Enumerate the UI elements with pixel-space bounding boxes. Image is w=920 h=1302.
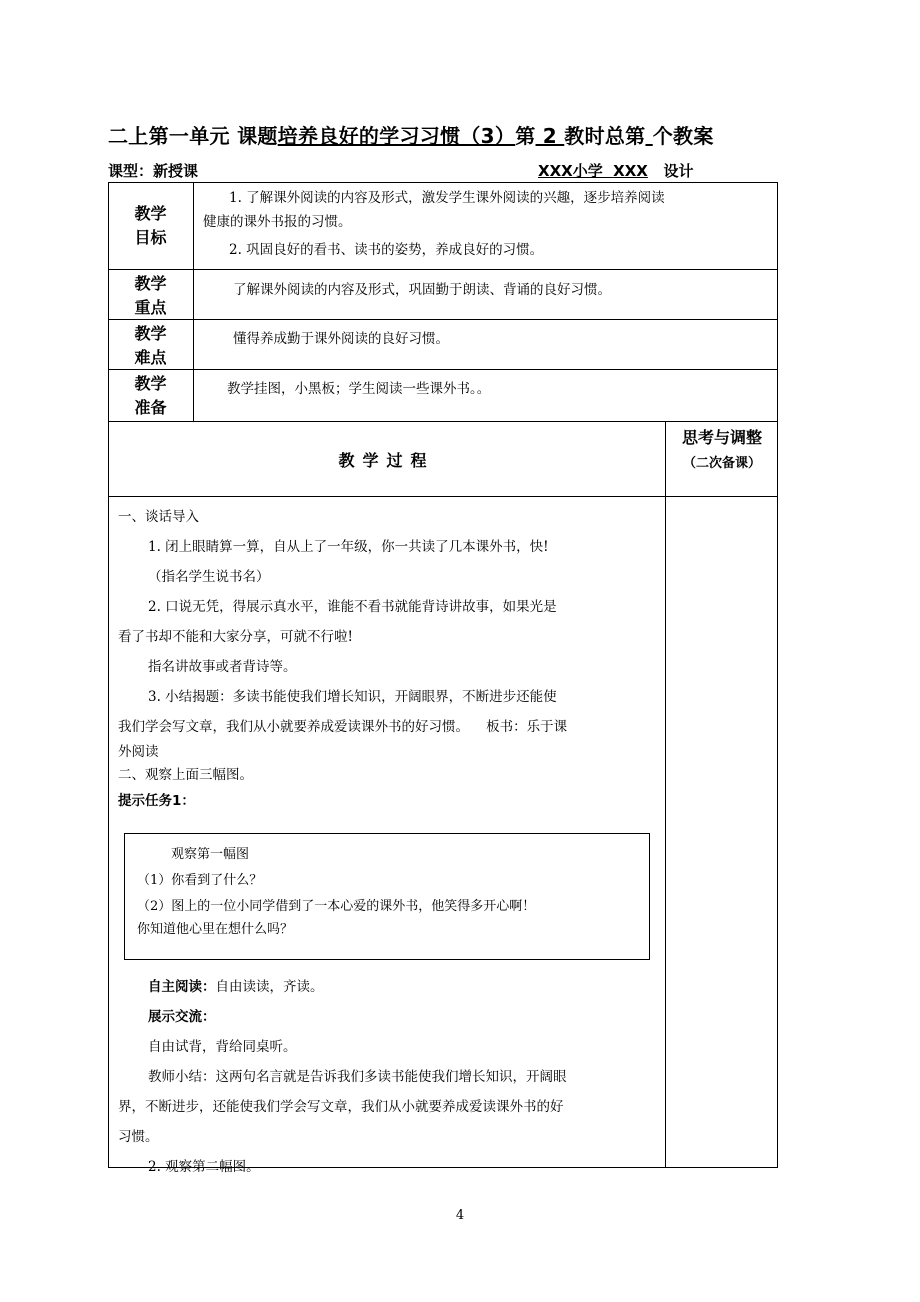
paragraph: 3. 小结揭题：多读书能使我们增长知识，开阔眼界，不断进步还能使 — [148, 689, 557, 705]
share-label: 展示交流： — [148, 1009, 216, 1025]
objective-item-1: 1. 了解课外阅读的内容及形式，激发学生课外阅读的兴趣，逐步培养阅读 — [229, 190, 665, 206]
paragraph: 2. 口说无凭，得展示真水平，谁能不看书就能背诗讲故事，如果光是 — [148, 599, 557, 615]
objective-item-1-cont: 健康的课外书报的习惯。 — [203, 214, 352, 230]
lesson-plan-table — [108, 182, 778, 1175]
title-total-blank — [645, 124, 652, 148]
task-box — [124, 833, 650, 960]
teaching-process-content-cont — [118, 972, 658, 1182]
task-box-title: 观察第一幅图 — [171, 847, 250, 862]
self-reading-text: 自由读读，齐读。 — [215, 979, 324, 995]
paragraph: 2. 观察第二幅图。 — [148, 1159, 260, 1175]
reflection-column-subtitle: （二次备课） — [682, 456, 761, 471]
self-reading-label: 自主阅读： — [148, 979, 216, 995]
objectives-content — [203, 186, 769, 262]
label-column-divider — [193, 182, 194, 421]
title-label-plan: 个教案 — [652, 124, 714, 148]
preparation-label: 教学 准备 — [134, 374, 167, 417]
key-points-content: 了解课外阅读的内容及形式，巩固勤于朗读、背诵的良好习惯。 — [233, 282, 611, 298]
teaching-process-content — [118, 502, 658, 814]
section-heading: 一、谈话导入 — [118, 509, 199, 525]
design-label: 设计 — [663, 162, 694, 180]
school-suffix: 小学 — [572, 162, 614, 180]
paragraph: 外阅读 — [118, 744, 159, 760]
task-question-cont: 你知道他心里在想什么吗？ — [137, 922, 294, 937]
lesson-plan-title — [108, 120, 788, 149]
teaching-process-title: 教学过程 — [338, 451, 435, 470]
title-label-lesson: 第 — [515, 124, 536, 148]
lesson-meta — [108, 160, 778, 182]
difficulties-label: 教学 难点 — [134, 324, 167, 367]
lesson-type: 课型：新授课 — [108, 162, 199, 180]
paragraph: （指名学生说书名） — [148, 569, 270, 585]
section-heading: 二、观察上面三幅图。 — [118, 767, 253, 783]
row-divider — [108, 496, 778, 497]
side-column-divider — [665, 421, 666, 1168]
preparation-content: 教学挂图，小黑板；学生阅读一些课外书。。 — [227, 381, 491, 397]
row-divider — [108, 269, 778, 270]
row-divider — [108, 369, 778, 370]
difficulties-content: 懂得养成勤于课外阅读的良好习惯。 — [233, 331, 449, 347]
objectives-label: 教学 目标 — [134, 204, 167, 247]
key-points-label: 教学 重点 — [134, 274, 167, 317]
task-label: 提示任务1： — [118, 793, 195, 809]
title-unit: 二上第一单元 课题 — [108, 124, 278, 148]
title-label-total: 教时总第 — [564, 124, 646, 148]
school-designer — [538, 160, 694, 181]
paragraph: 自由试背，背给同桌听。 — [148, 1039, 297, 1055]
paragraph: 看了书却不能和大家分享，可就不行啦! — [118, 629, 353, 645]
row-divider — [108, 319, 778, 320]
reflection-column-title: 思考与调整 — [681, 428, 762, 447]
task-question: （2）图上的一位小同学借到了一本心爱的课外书，他笑得多开心啊！ — [137, 899, 536, 914]
task-question: （1）你看到了什么？ — [137, 873, 263, 888]
paragraph: 教师小结：这两句名言就是告诉我们多读书能使我们增长知识，开阔眼 — [148, 1069, 567, 1085]
objective-item-2: 2. 巩固良好的看书、读书的姿势，养成良好的习惯。 — [229, 242, 544, 258]
table-border-top — [108, 182, 778, 183]
school-name: XXX — [538, 162, 573, 180]
table-border-right — [777, 182, 778, 1168]
paragraph: 指名讲故事或者背诗等。 — [148, 659, 297, 675]
page-number: 4 — [455, 1208, 465, 1223]
paragraph: 习惯。 — [118, 1129, 159, 1145]
paragraph: 我们学会写文章，我们从小就要养成爱读课外书的好习惯。 板书：乐于课 — [118, 719, 568, 735]
paragraph: 界，不断进步，还能使我们学会写文章，我们从小就要养成爱读课外书的好 — [118, 1099, 564, 1115]
row-divider — [108, 421, 778, 422]
paragraph: 1. 闭上眼睛算一算，自从上了一年级，你一共读了几本课外书，快! — [148, 539, 549, 555]
title-lesson-number: 2 — [535, 124, 565, 148]
designer-name: XXX — [613, 162, 648, 180]
title-topic: 培养良好的学习习惯（3） — [277, 124, 516, 148]
